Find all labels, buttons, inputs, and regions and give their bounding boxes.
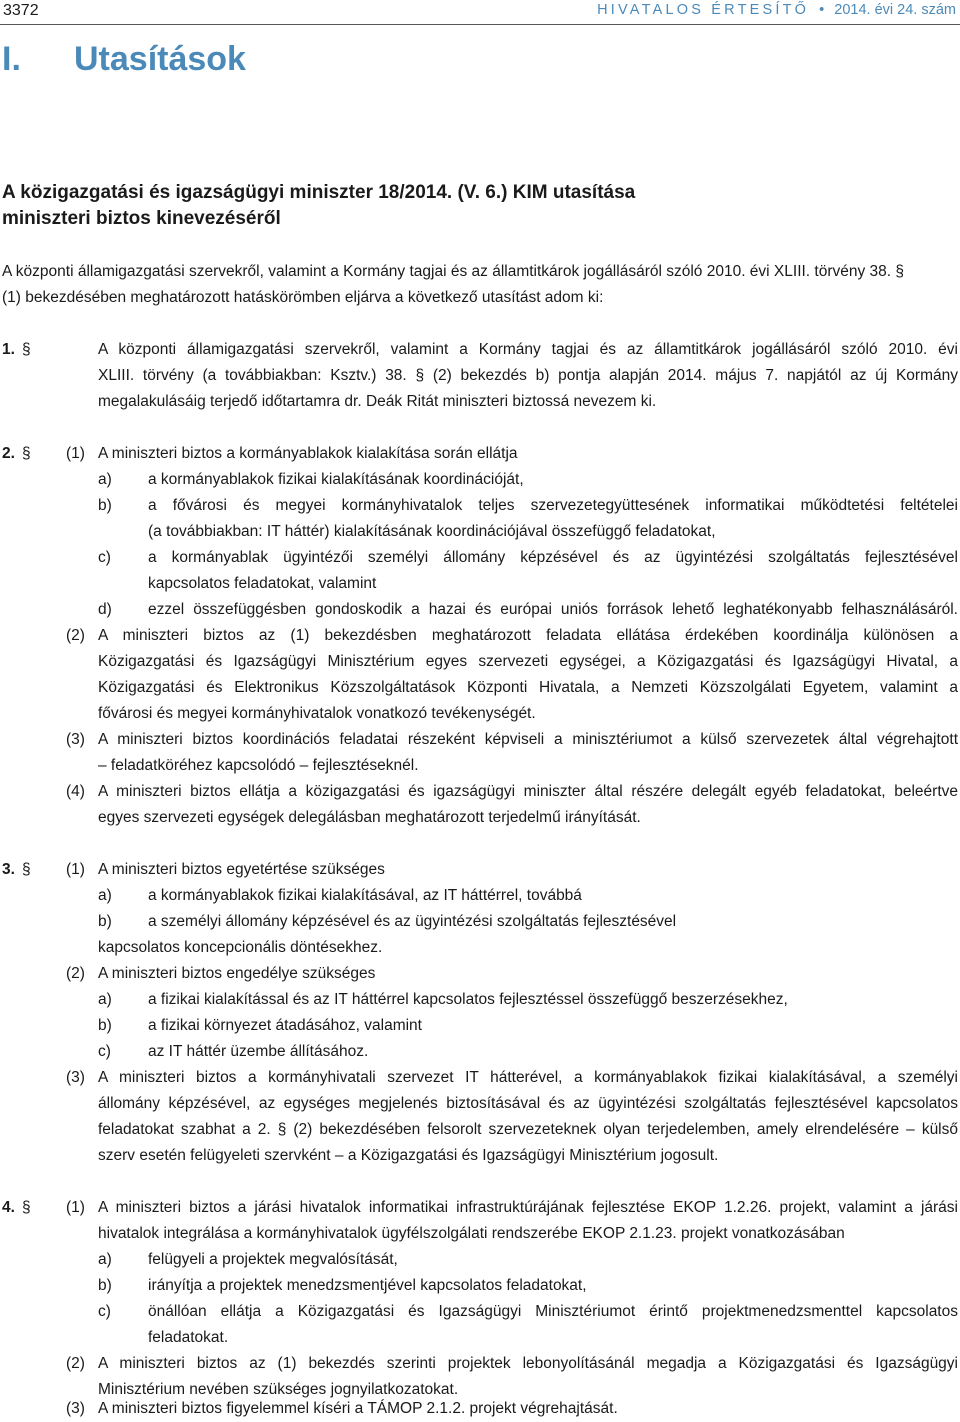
- chapter-heading: [2, 40, 246, 79]
- item-text: a fizikai kialakítással és az IT háttérrel kapcsolatos fejlesztéssel összefüggő beszerzésekhez,: [148, 991, 788, 1008]
- section-text-line: megalakulásáig terjedő időtartamra dr. Deák Ritát miniszteri biztossá nevezem ki.: [98, 393, 657, 410]
- item-text: a fővárosi és megyei kormányhivatalok teljes szervezetegyüttesének informatikai működtetési feltételei: [148, 497, 958, 514]
- item-text: a kormányablakok fizikai kialakításának koordinációját,: [148, 471, 524, 488]
- item-mark: c): [98, 1043, 111, 1060]
- item-mark: a): [98, 471, 112, 488]
- paragraph-mark: (2): [66, 1355, 85, 1372]
- item-mark: a): [98, 991, 112, 1008]
- item-text: önállóan ellátja a Közigazgatási és Igazságügyi Minisztériumot érintő projektmenedzsmenttel kapcsolatos: [148, 1303, 958, 1320]
- paragraph-text: A miniszteri biztos figyelemmel kíséri a TÁMOP 2.1.2. projekt végrehajtását.: [98, 1400, 618, 1417]
- paragraph-text: hivatalok integrálása a kormányhivatalok ügyfélszolgálati rendszerébe EKOP 2.1.23. projekt vonatkozásában: [98, 1225, 845, 1242]
- item-text: a kormányablakok fizikai kialakításával, az IT háttérrel, továbbá: [148, 887, 582, 904]
- chapter-title: Utasítások: [74, 40, 246, 78]
- item-text: ezzel összefüggésben gondoskodik a hazai és európai uniós források lehető leghatékonyabb felhasználásáról.: [148, 601, 958, 618]
- paragraph-text: Közigazgatási és Elektronikus Közszolgáltatások Központi Hivatala, a Nemzeti Közszolgálati Egyetem, valamint a: [98, 679, 958, 696]
- paragraph-text: egyes szervezeti egységek delegálásban meghatározott terjedelmű irányítását.: [98, 809, 641, 826]
- paragraph-text: A miniszteri biztos ellátja a közigazgatási és igazságügyi miniszter által részére delegált egyéb feladatokat, beleértve: [98, 783, 958, 800]
- title-line: miniszteri biztos kinevezéséről: [2, 208, 281, 229]
- item-mark: c): [98, 549, 111, 566]
- section-number: 3.: [2, 861, 15, 878]
- paragraph-text: fővárosi és megyei kormányhivatalok vonatkozó tevékenységét.: [98, 705, 536, 722]
- paragraph-text: kapcsolatos koncepcionális döntésekhez.: [98, 939, 383, 956]
- item-mark: a): [98, 887, 112, 904]
- paragraph-text: A miniszteri biztos az (1) bekezdés szerinti projektek lebonyolításánál megadja a Közigazgatási és Igazságügyi: [98, 1355, 958, 1372]
- paragraph-mark: (1): [66, 861, 85, 878]
- paragraph-mark: (1): [66, 445, 85, 462]
- paragraph-mark: (3): [66, 1069, 85, 1086]
- section-sign: §: [22, 861, 31, 878]
- paragraph-text: állomány képzésével, az egységes megjelenés biztosításával és az ügyintézési szolgáltatás fejlesztésével kapcsolatos: [98, 1095, 958, 1112]
- title-line: A közigazgatási és igazságügyi miniszter 18/2014. (V. 6.) KIM utasítása: [2, 182, 636, 203]
- paragraph-text: A miniszteri biztos az (1) bekezdésben meghatározott feladata ellátása érdekében koordinálja különösen a: [98, 627, 958, 644]
- item-mark: c): [98, 1303, 111, 1320]
- paragraph-text: szerv esetén felügyeleti szervként – a Közigazgatási és Igazságügyi Minisztérium jogosult.: [98, 1147, 719, 1164]
- header-bullet: •: [819, 2, 825, 18]
- item-text: kapcsolatos feladatokat, valamint: [148, 575, 377, 592]
- page-number: 3372: [3, 2, 39, 19]
- item-text: az IT háttér üzembe állításához.: [148, 1043, 369, 1060]
- item-text: a személyi állomány képzésével és az ügyintézési szolgáltatás fejlesztésével: [148, 913, 677, 930]
- item-mark: b): [98, 1277, 112, 1294]
- section-number: 2.: [2, 445, 15, 462]
- paragraph-text: Közigazgatási és Igazságügyi Minisztérium egyes szervezeti egységei, a Közigazgatási és Igazságügyi Hivatal, a: [98, 653, 958, 670]
- paragraph-mark: (2): [66, 965, 85, 982]
- item-mark: b): [98, 1017, 112, 1034]
- item-text: irányítja a projektek menedzsmentjével kapcsolatos feladatokat,: [148, 1277, 587, 1294]
- item-text: a kormányablak ügyintézői személyi állomány képzésével és az ügyintézési szolgáltatás fejlesztésével: [148, 549, 958, 566]
- paragraph-text: A miniszteri biztos a kormányhivatali szervezet IT hátterével, a kormányablakok fizikai kialakításával, a személyi: [98, 1069, 958, 1086]
- paragraph-text: A miniszteri biztos a járási hivatalok informatikai infrastruktúrájának fejlesztése EKOP 1.2.26. projekt, valamint a járási: [98, 1199, 958, 1216]
- paragraph-mark: (4): [66, 783, 85, 800]
- item-text: a fizikai környezet átadásához, valamint: [148, 1017, 422, 1034]
- item-text: (a továbbiakban: IT háttér) kialakításának koordinációjával összefüggő feladatokat,: [148, 523, 716, 540]
- section-text-line: XLIII. törvény (a továbbiakban: Ksztv.) 38. § (2) bekezdés b) pontja alapján 2014. május 7. napjától az új Kormány: [98, 367, 958, 384]
- paragraph-mark: (3): [66, 1400, 85, 1417]
- paragraph-text: feladatokat szabhat a 2. § (2) bekezdésében felsorolt szervezeteknek olyan terjedelemben, amely elrendelésére – külső: [98, 1121, 958, 1138]
- paragraph-text: Minisztérium nevében szükséges jognyilatkozatokat.: [98, 1381, 459, 1398]
- item-mark: a): [98, 1251, 112, 1268]
- section-text-line: A központi államigazgatási szervekről, valamint a Kormány tagjai és az államtitkárok jogállásáról szóló 2010. évi: [98, 341, 958, 358]
- paragraph-text: A miniszteri biztos koordinációs feladatai részeként képviseli a minisztériumot a külső szervezetek által végrehajtott: [98, 731, 958, 748]
- section-sign: §: [22, 445, 31, 462]
- preamble-line: A központi államigazgatási szervekről, valamint a Kormány tagjai és az államtitkárok jogállásáról szóló 2010. évi XLIII. törvény 38. §: [2, 263, 905, 280]
- item-text: feladatokat.: [148, 1329, 229, 1346]
- chapter-number: I.: [2, 40, 21, 78]
- paragraph-text: – feladatköréhez kapcsolódó – fejlesztéseknél.: [98, 757, 419, 774]
- journal-name: HIVATALOS ÉRTESÍTŐ: [597, 2, 810, 18]
- section-sign: §: [22, 341, 31, 358]
- paragraph-mark: (3): [66, 731, 85, 748]
- section-number: 4.: [2, 1199, 15, 1216]
- item-mark: b): [98, 913, 112, 930]
- document-title: [2, 180, 902, 232]
- issue-label: 2014. évi 24. szám: [834, 2, 956, 18]
- paragraph-mark: (2): [66, 627, 85, 644]
- item-text: felügyeli a projektek megvalósítását,: [148, 1251, 398, 1268]
- paragraph-mark: (1): [66, 1199, 85, 1216]
- running-header: [597, 2, 956, 18]
- paragraph-text: A miniszteri biztos engedélye szükséges: [98, 965, 376, 982]
- paragraph-text: A miniszteri biztos egyetértése szükséges: [98, 861, 385, 878]
- item-mark: d): [98, 601, 112, 618]
- section-sign: §: [22, 1199, 31, 1216]
- item-mark: b): [98, 497, 112, 514]
- header-divider: [0, 24, 960, 25]
- paragraph-text: A miniszteri biztos a kormányablakok kialakítása során ellátja: [98, 445, 518, 462]
- section-number: 1.: [2, 341, 15, 358]
- preamble-line: (1) bekezdésében meghatározott hatáskörömben eljárva a következő utasítást adom ki:: [2, 289, 604, 306]
